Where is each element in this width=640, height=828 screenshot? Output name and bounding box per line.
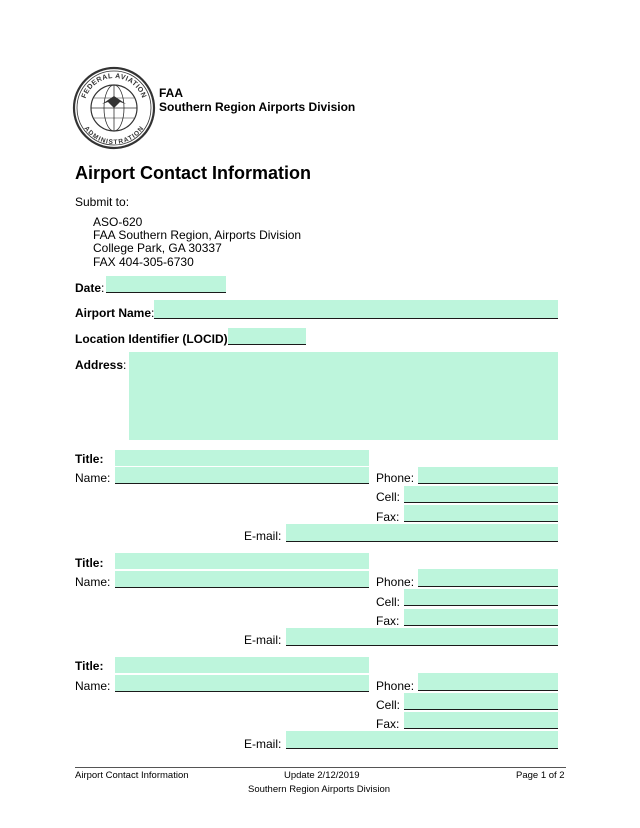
locid-field[interactable] [228, 328, 306, 345]
date-label: Date: [75, 281, 105, 295]
seal-text-top: FEDERAL AVIATION [80, 72, 148, 100]
contact-3-title-field[interactable] [115, 657, 369, 673]
contact-1-fax-field[interactable] [404, 505, 558, 522]
contact-1-name-field[interactable] [115, 467, 369, 484]
faa-seal-logo [72, 66, 156, 150]
address-label: Address: [75, 358, 127, 372]
contact-1-email-field[interactable] [286, 524, 558, 542]
contact-2-fax-field[interactable] [404, 609, 558, 626]
footer-sub: Southern Region Airports Division [248, 784, 391, 795]
date-field[interactable] [106, 276, 226, 293]
contact-2-phone-label: Phone: [376, 575, 415, 589]
contact-3-phone-label: Phone: [376, 679, 415, 693]
contact-3-email-label: E-mail: [244, 737, 282, 751]
contact-1-title-field[interactable] [115, 450, 369, 466]
contact-2-cell-label: Cell: [376, 595, 401, 609]
org-line-1: FAA [159, 86, 183, 100]
address-field[interactable] [129, 352, 558, 440]
footer-divider [75, 767, 566, 768]
submit-line-4: FAX 404-305-6730 [93, 255, 194, 269]
contact-3-fax-label: Fax: [376, 717, 400, 731]
airport-name-field[interactable] [154, 300, 558, 319]
contact-2-title-field[interactable] [115, 553, 369, 569]
contact-2-title-label: Title: [75, 556, 104, 570]
footer-right: Page 1 of 2 [516, 770, 565, 781]
submit-label: Submit to: [75, 195, 130, 209]
contact-3-cell-field[interactable] [404, 693, 558, 710]
contact-1-email-label: E-mail: [244, 529, 282, 543]
contact-1-cell-field[interactable] [404, 486, 558, 503]
locid-label: Location Identifier (LOCID) [75, 332, 228, 346]
airport-name-label: Airport Name: [75, 306, 155, 320]
org-line-2: Southern Region Airports Division [159, 100, 356, 114]
seal-text-bottom: ADMINISTRATION [82, 125, 146, 147]
contact-2-name-label: Name: [75, 575, 111, 589]
contact-2-email-field[interactable] [286, 628, 558, 646]
contact-1-name-label: Name: [75, 471, 111, 485]
page-title: Airport Contact Information [75, 163, 311, 183]
contact-3-name-label: Name: [75, 679, 111, 693]
submit-line-2: FAA Southern Region, Airports Division [93, 228, 302, 242]
submit-line-1: ASO-620 [93, 215, 143, 229]
contact-2-cell-field[interactable] [404, 589, 558, 606]
contact-3-email-field[interactable] [286, 731, 558, 749]
contact-2-phone-field[interactable] [418, 569, 558, 587]
contact-1-title-label: Title: [75, 452, 104, 466]
contact-3-cell-label: Cell: [376, 698, 401, 712]
contact-2-email-label: E-mail: [244, 633, 282, 647]
contact-3-fax-field[interactable] [404, 712, 558, 729]
contact-1-cell-label: Cell: [376, 490, 401, 504]
contact-1-phone-label: Phone: [376, 471, 415, 485]
contact-3-name-field[interactable] [115, 675, 369, 692]
contact-3-title-label: Title: [75, 659, 104, 673]
footer-center: Update 2/12/2019 [284, 770, 360, 781]
contact-2-fax-label: Fax: [376, 614, 400, 628]
footer-left: Airport Contact Information [75, 770, 189, 781]
submit-line-3: College Park, GA 30337 [93, 241, 222, 255]
contact-3-phone-field[interactable] [418, 673, 558, 691]
contact-1-phone-field[interactable] [418, 467, 558, 484]
contact-1-fax-label: Fax: [376, 510, 400, 524]
contact-2-name-field[interactable] [115, 571, 369, 588]
